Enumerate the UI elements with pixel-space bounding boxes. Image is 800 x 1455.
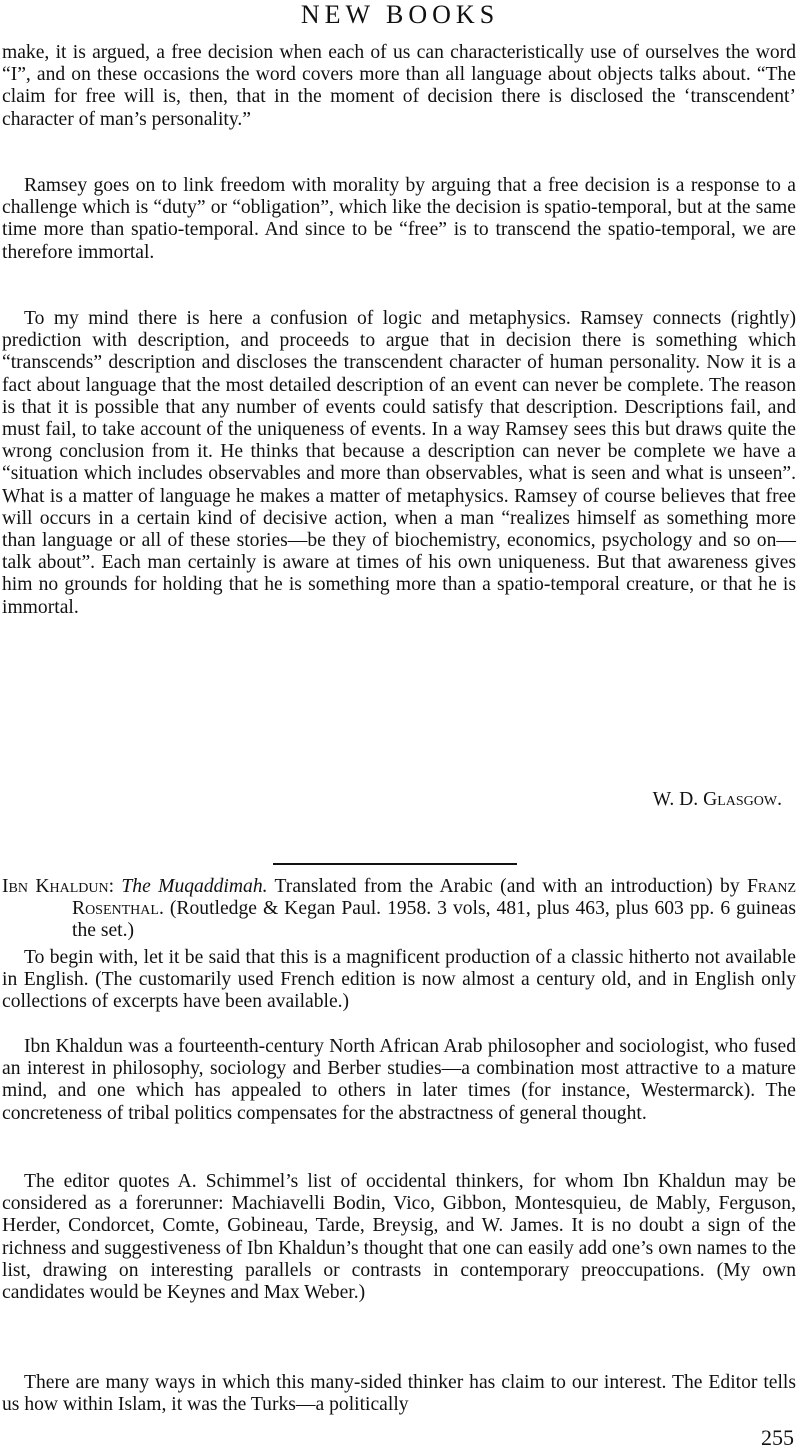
citation-line-1: Ibn Khaldun: The Muqaddimah. Translated from the Arabic (and with an introduction) by Franz Rosenthal. (Routledge & Kegan Paul. 1958. 3 vols, 481, plus 463, plus 603 pp. 6 guineas the set.) bbox=[2, 876, 796, 942]
review2-paragraph-3: The editor quotes A. Schimmel’s list of occidental thinkers, for whom Ibn Khaldun may be considered as a forerunner: Machiavelli Bodin, Vico, Gibbon, Montesquieu, de Mably, Ferguson, Herder, Condorcet, Comte, Gobineau, Tarde, Breysig, and W. James. It is no doubt a sign of the richness and suggestiveness of Ibn Khaldun’s thought that one can easily add one’s own names to the list, drawing on interesting parallels or contrasts in contemporary preoccupations. (My own candidates would be Keynes and Max Weber.) bbox=[2, 1171, 796, 1304]
review2-paragraph-2: Ibn Khaldun was a fourteenth-century North African Arab philosopher and sociologist, who fused an interest in philosophy, sociology and Berber studies—a combination most attractive to a mature mind, and one which has appealed to others in later times (for instance, Westermarck). The concreteness of tribal politics compensates for the abstractness of general thought. bbox=[2, 1036, 796, 1124]
review2-paragraph-1: To begin with, let it be said that this is a magnificent production of a classic hitherto not available in English. (The customarily used French edition is now almost a century old, and in English only collections of excerpts have been available.) bbox=[2, 947, 796, 1013]
page-number: 255 bbox=[761, 1425, 794, 1450]
book-citation bbox=[2, 876, 796, 943]
book-title: The Muqaddimah. bbox=[121, 876, 268, 897]
citation-translated: Translated from the Arabic (and with an introduction) by bbox=[274, 876, 740, 897]
book-translator: Franz Rosenthal. bbox=[72, 876, 796, 920]
review2-paragraph-4: There are many ways in which this many-sided thinker has claim to our interest. The Editor tells us how within Islam, it was the Turks—a politically bbox=[2, 1372, 796, 1416]
running-header: NEW BOOKS bbox=[300, 0, 500, 29]
review1-paragraph-2: Ramsey goes on to link freedom with morality by arguing that a free decision is a response to a challenge which is “duty” or “obligation”, which like the decision is spatio-temporal, but at the same time more than spatio-temporal. And since to be “free” is to transcend the spatio-temporal, we are therefore immortal. bbox=[2, 175, 796, 263]
book-author: Ibn Khaldun bbox=[2, 876, 109, 897]
book-publication: (Routledge & Kegan Paul. 1958. 3 vols, 481, plus 463, plus 603 pp. 6 guineas the set.) bbox=[72, 898, 796, 942]
reviewer-signature: W. D. Glasgow. bbox=[652, 789, 782, 810]
review1-paragraph-3: To my mind there is here a confusion of logic and metaphysics. Ramsey connects (rightly) prediction with description, and proceeds to argue that in decision there is something which “transcends” description and discloses the transcendent character of human personality. Now it is a fact about language that the most detailed description of an event can never be complete. The reason is that it is possible that any number of events could satisfy that description. Descriptions fail, and must fail, to take account of the uniqueness of events. In a way Ramsey sees this but draws quite the wrong conclusion from it. He thinks that because a description can never be complete we have a “situation which includes observables and more than observables, what is seen and what is unseen”. What is a matter of language he makes a matter of metaphysics. Ramsey of course believes that free will occurs in a certain kind of decisive action, when a man “realizes himself as something more than language or all of these stories—be they of biochemistry, economics, psychology and so on—talk about”. Each man certainly is aware at times of his own uniqueness. But that awareness gives him no grounds for holding that he is something more than a spatio-temporal creature, or that he is immortal. bbox=[2, 308, 796, 618]
review1-paragraph-1: make, it is argued, a free decision when each of us can characteristically use of ourselves the word “I”, and on these occasions the word covers more than all language about objects talks about. “The claim for free will is, then, that in the moment of decision there is disclosed the ‘transcendent’ character of man’s personality.” bbox=[2, 42, 796, 130]
section-divider bbox=[273, 863, 517, 865]
